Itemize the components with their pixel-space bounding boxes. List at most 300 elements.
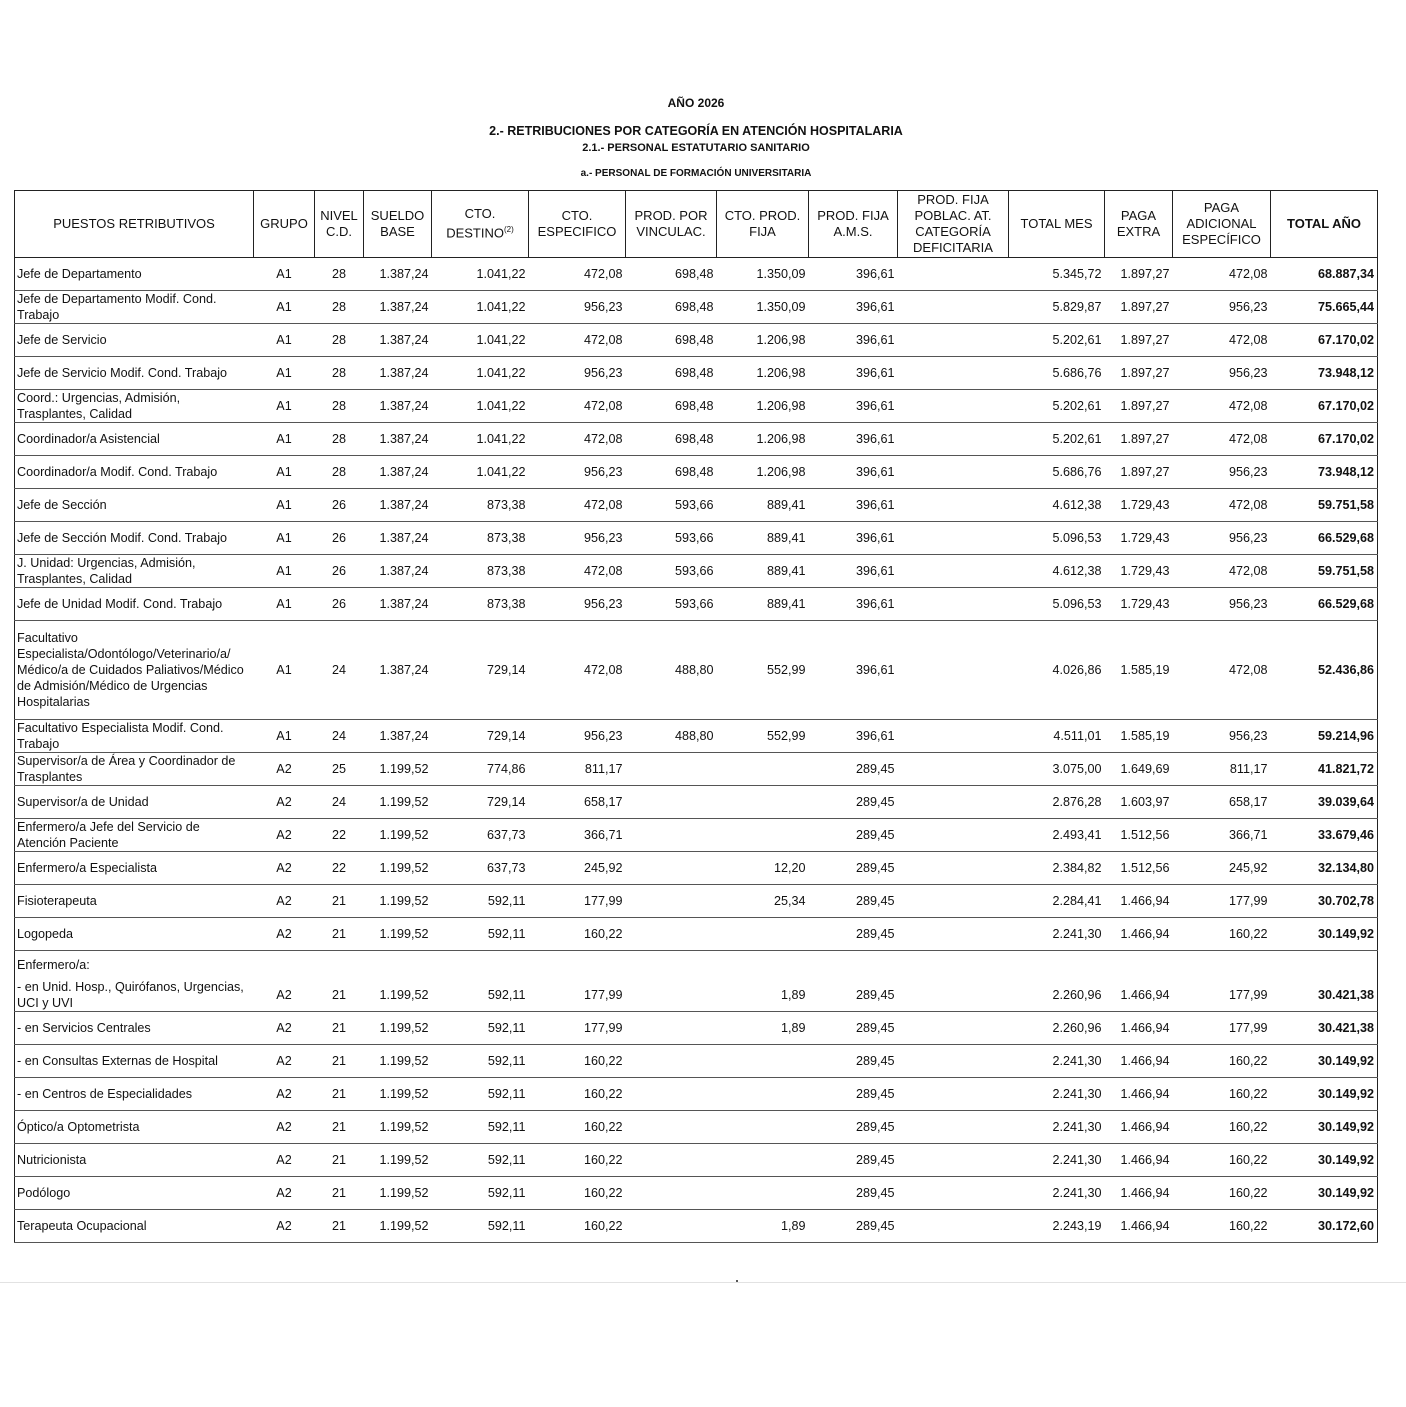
cell-poblac xyxy=(898,258,1009,291)
cell-grupo: A1 xyxy=(254,423,315,456)
cell-especifico: 472,08 xyxy=(529,555,626,588)
cell-prod-fija: 552,99 xyxy=(717,720,809,753)
cell-vinculac: 593,66 xyxy=(626,555,717,588)
cell-especifico: 245,92 xyxy=(529,852,626,885)
cell-paga-extra: 1.729,43 xyxy=(1105,489,1173,522)
cell-ams: 289,45 xyxy=(809,979,898,1012)
cell-paga-extra: 1.466,94 xyxy=(1105,885,1173,918)
cell-name: Nutricionista xyxy=(15,1144,254,1177)
cell-vinculac: 698,48 xyxy=(626,390,717,423)
cell-grupo: A2 xyxy=(254,852,315,885)
cell-poblac xyxy=(898,291,1009,324)
cell-total-mes: 5.202,61 xyxy=(1009,390,1105,423)
cell-nivel: 28 xyxy=(315,324,364,357)
cell-especifico: 160,22 xyxy=(529,918,626,951)
cell-total-mes: 5.096,53 xyxy=(1009,588,1105,621)
cell-destino: 873,38 xyxy=(432,555,529,588)
table-row xyxy=(15,555,1378,588)
cell-sueldo: 1.387,24 xyxy=(364,621,432,720)
cell-grupo: A2 xyxy=(254,1144,315,1177)
cell-sueldo: 1.199,52 xyxy=(364,753,432,786)
cell-sueldo: 1.199,52 xyxy=(364,1144,432,1177)
cell-sueldo: 1.199,52 xyxy=(364,1045,432,1078)
col-header-puestos: PUESTOS RETRIBUTIVOS xyxy=(15,191,254,258)
cell-destino: 592,11 xyxy=(432,1012,529,1045)
cell-poblac xyxy=(898,456,1009,489)
cell-paga-extra: 1.897,27 xyxy=(1105,456,1173,489)
cell-sueldo: 1.199,52 xyxy=(364,979,432,1012)
cell-total-mes: 2.241,30 xyxy=(1009,918,1105,951)
table-row xyxy=(15,1111,1378,1144)
cell-total-mes: 4.612,38 xyxy=(1009,555,1105,588)
cell-sueldo: 1.199,52 xyxy=(364,918,432,951)
cell-ams: 396,61 xyxy=(809,291,898,324)
cell-ams: 289,45 xyxy=(809,1012,898,1045)
cell-total-anio: 30.149,92 xyxy=(1271,1144,1378,1177)
cell-nivel: 21 xyxy=(315,979,364,1012)
cell-grupo: A2 xyxy=(254,819,315,852)
cell-nivel: 28 xyxy=(315,291,364,324)
col-header-destino-label: CTO. DESTINO xyxy=(446,206,504,241)
cell-sueldo: 1.387,24 xyxy=(364,291,432,324)
cell-total-anio: 67.170,02 xyxy=(1271,324,1378,357)
cell-poblac xyxy=(898,1177,1009,1210)
cell-paga-extra: 1.466,94 xyxy=(1105,1210,1173,1243)
cell-total-anio: 33.679,46 xyxy=(1271,819,1378,852)
cell-grupo: A1 xyxy=(254,390,315,423)
cell-prod-fija: 1.350,09 xyxy=(717,258,809,291)
cell-total-mes: 2.493,41 xyxy=(1009,819,1105,852)
cell-paga-adicional: 160,22 xyxy=(1173,918,1271,951)
cell-sueldo: 1.387,24 xyxy=(364,324,432,357)
table-row xyxy=(15,1012,1378,1045)
cell-nivel: 28 xyxy=(315,423,364,456)
cell-ams: 289,45 xyxy=(809,852,898,885)
cell-nivel: 26 xyxy=(315,555,364,588)
cell-paga-extra: 1.729,43 xyxy=(1105,522,1173,555)
cell-paga-adicional: 160,22 xyxy=(1173,1045,1271,1078)
table-row xyxy=(15,1210,1378,1243)
col-header-ams: PROD. FIJA A.M.S. xyxy=(809,191,898,258)
cell-poblac xyxy=(898,489,1009,522)
cell-poblac xyxy=(898,885,1009,918)
col-header-vinculac: PROD. POR VINCULAC. xyxy=(626,191,717,258)
cell-total-anio: 30.702,78 xyxy=(1271,885,1378,918)
cell-nivel: 26 xyxy=(315,588,364,621)
cell-ams: 396,61 xyxy=(809,720,898,753)
cell-sueldo: 1.199,52 xyxy=(364,1177,432,1210)
cell-especifico: 472,08 xyxy=(529,621,626,720)
cell-name: Supervisor/a de Área y Coordinador de Trasplantes xyxy=(15,753,254,786)
cell-prod-fija xyxy=(717,1078,809,1111)
cell-total-mes: 2.241,30 xyxy=(1009,1177,1105,1210)
cell-paga-adicional: 472,08 xyxy=(1173,390,1271,423)
cell-sueldo: 1.199,52 xyxy=(364,1012,432,1045)
cell-destino: 1.041,22 xyxy=(432,456,529,489)
cell-poblac xyxy=(898,786,1009,819)
cell-paga-adicional: 366,71 xyxy=(1173,819,1271,852)
cell-total-mes: 2.241,30 xyxy=(1009,1045,1105,1078)
cell-poblac xyxy=(898,852,1009,885)
col-header-especifico: CTO. ESPECIFICO xyxy=(529,191,626,258)
cell-vinculac xyxy=(626,1144,717,1177)
cell-name: - en Consultas Externas de Hospital xyxy=(15,1045,254,1078)
cell-grupo: A2 xyxy=(254,1012,315,1045)
col-header-paga-adicional: PAGA ADICIONAL ESPECÍFICO xyxy=(1173,191,1271,258)
col-header-sueldo: SUELDO BASE xyxy=(364,191,432,258)
cell-paga-adicional: 472,08 xyxy=(1173,621,1271,720)
cell-vinculac: 698,48 xyxy=(626,423,717,456)
cell-total-mes: 2.241,30 xyxy=(1009,1144,1105,1177)
cell-grupo: A2 xyxy=(254,1177,315,1210)
cell-ams: 289,45 xyxy=(809,885,898,918)
cell-total-mes: 2.241,30 xyxy=(1009,1111,1105,1144)
cell-prod-fija: 1.350,09 xyxy=(717,291,809,324)
cell-sueldo: 1.199,52 xyxy=(364,1111,432,1144)
table-row xyxy=(15,1045,1378,1078)
cell-prod-fija xyxy=(717,753,809,786)
cell-poblac xyxy=(898,1111,1009,1144)
cell-total-anio: 67.170,02 xyxy=(1271,423,1378,456)
header-row xyxy=(15,191,1378,258)
cell-paga-adicional: 956,23 xyxy=(1173,291,1271,324)
cell-especifico: 956,23 xyxy=(529,522,626,555)
cell-especifico: 177,99 xyxy=(529,979,626,1012)
cell-vinculac: 698,48 xyxy=(626,456,717,489)
cell-paga-extra: 1.603,97 xyxy=(1105,786,1173,819)
cell-ams: 289,45 xyxy=(809,1210,898,1243)
cell-name: Jefe de Servicio xyxy=(15,324,254,357)
cell-ams: 396,61 xyxy=(809,588,898,621)
cell-total-anio: 52.436,86 xyxy=(1271,621,1378,720)
cell-paga-adicional: 177,99 xyxy=(1173,885,1271,918)
cell-destino: 592,11 xyxy=(432,1177,529,1210)
cell-prod-fija: 1,89 xyxy=(717,1012,809,1045)
cell-vinculac: 698,48 xyxy=(626,324,717,357)
cell-sueldo: 1.199,52 xyxy=(364,852,432,885)
col-header-prod-fija: CTO. PROD. FIJA xyxy=(717,191,809,258)
cell-poblac xyxy=(898,1210,1009,1243)
cell-destino: 729,14 xyxy=(432,720,529,753)
cell-nivel: 21 xyxy=(315,1045,364,1078)
cell-name: Terapeuta Ocupacional xyxy=(15,1210,254,1243)
cell-ams: 289,45 xyxy=(809,1045,898,1078)
cell-total-mes: 5.686,76 xyxy=(1009,357,1105,390)
cell-paga-adicional: 811,17 xyxy=(1173,753,1271,786)
cell-vinculac xyxy=(626,979,717,1012)
cell-grupo: A1 xyxy=(254,621,315,720)
cell-total-mes: 5.829,87 xyxy=(1009,291,1105,324)
cell-prod-fija xyxy=(717,1111,809,1144)
cell-poblac xyxy=(898,357,1009,390)
cell-paga-extra: 1.585,19 xyxy=(1105,621,1173,720)
cell-paga-extra: 1.466,94 xyxy=(1105,1144,1173,1177)
cell-total-anio: 59.751,58 xyxy=(1271,489,1378,522)
cell-total-anio: 66.529,68 xyxy=(1271,522,1378,555)
cell-total-anio: 59.214,96 xyxy=(1271,720,1378,753)
cell-poblac xyxy=(898,1144,1009,1177)
col-header-grupo: GRUPO xyxy=(254,191,315,258)
cell-paga-extra: 1.466,94 xyxy=(1105,1177,1173,1210)
cell-nivel: 21 xyxy=(315,918,364,951)
table-row xyxy=(15,291,1378,324)
cell-vinculac xyxy=(626,1111,717,1144)
cell-prod-fija: 552,99 xyxy=(717,621,809,720)
cell-paga-extra: 1.512,56 xyxy=(1105,819,1173,852)
cell-paga-adicional: 956,23 xyxy=(1173,588,1271,621)
cell-name: Óptico/a Optometrista xyxy=(15,1111,254,1144)
cell-prod-fija: 889,41 xyxy=(717,588,809,621)
cell-grupo: A2 xyxy=(254,979,315,1012)
cell-paga-extra: 1.897,27 xyxy=(1105,390,1173,423)
cell-grupo: A1 xyxy=(254,588,315,621)
cell-paga-extra: 1.649,69 xyxy=(1105,753,1173,786)
cell-paga-extra: 1.897,27 xyxy=(1105,423,1173,456)
cell-destino: 729,14 xyxy=(432,786,529,819)
table-row xyxy=(15,456,1378,489)
cell-destino: 592,11 xyxy=(432,1144,529,1177)
document-year: AÑO 2026 xyxy=(667,96,725,110)
cell-grupo: A1 xyxy=(254,522,315,555)
cell-paga-extra: 1.466,94 xyxy=(1105,1111,1173,1144)
cell-total-mes: 5.345,72 xyxy=(1009,258,1105,291)
table-row xyxy=(15,357,1378,390)
cell-vinculac: 488,80 xyxy=(626,621,717,720)
cell-sueldo: 1.199,52 xyxy=(364,786,432,819)
cell-prod-fija: 889,41 xyxy=(717,555,809,588)
cell-destino: 592,11 xyxy=(432,1111,529,1144)
cell-sueldo: 1.387,24 xyxy=(364,390,432,423)
cell-grupo: A1 xyxy=(254,720,315,753)
cell-vinculac xyxy=(626,753,717,786)
cell-destino: 1.041,22 xyxy=(432,423,529,456)
cell-prod-fija: 1,89 xyxy=(717,1210,809,1243)
cell-total-anio: 39.039,64 xyxy=(1271,786,1378,819)
cell-ams: 396,61 xyxy=(809,522,898,555)
cell-sueldo: 1.387,24 xyxy=(364,588,432,621)
cell-nivel: 26 xyxy=(315,489,364,522)
cell-poblac xyxy=(898,1045,1009,1078)
cell-especifico: 160,22 xyxy=(529,1045,626,1078)
cell-sueldo: 1.387,24 xyxy=(364,522,432,555)
cell-destino: 1.041,22 xyxy=(432,324,529,357)
cell-paga-extra: 1.897,27 xyxy=(1105,258,1173,291)
cell-name: Facultativo Especialista Modif. Cond. Trabajo xyxy=(15,720,254,753)
cell-nivel: 25 xyxy=(315,753,364,786)
cell-total-anio: 30.149,92 xyxy=(1271,918,1378,951)
cell-ams: 289,45 xyxy=(809,1078,898,1111)
cell-grupo: A2 xyxy=(254,1111,315,1144)
cell-paga-adicional: 472,08 xyxy=(1173,489,1271,522)
cell-name: Enfermero/a Jefe del Servicio de Atención Paciente xyxy=(15,819,254,852)
cell-paga-adicional: 160,22 xyxy=(1173,1177,1271,1210)
cell-paga-extra: 1.466,94 xyxy=(1105,918,1173,951)
cell-especifico: 658,17 xyxy=(529,786,626,819)
cell-paga-extra: 1.466,94 xyxy=(1105,979,1173,1012)
cell-name: Podólogo xyxy=(15,1177,254,1210)
cell-sueldo: 1.199,52 xyxy=(364,1078,432,1111)
cell-vinculac: 593,66 xyxy=(626,522,717,555)
cell-name: Fisioterapeuta xyxy=(15,885,254,918)
cell-total-anio: 73.948,12 xyxy=(1271,357,1378,390)
cell-prod-fija xyxy=(717,1045,809,1078)
cell-nivel: 24 xyxy=(315,786,364,819)
cell-destino: 873,38 xyxy=(432,489,529,522)
cell-vinculac xyxy=(626,1045,717,1078)
cell-prod-fija: 1.206,98 xyxy=(717,324,809,357)
table-row xyxy=(15,621,1378,720)
cell-nivel: 26 xyxy=(315,522,364,555)
cell-total-anio: 30.149,92 xyxy=(1271,1111,1378,1144)
table-row xyxy=(15,390,1378,423)
cell-total-anio: 30.149,92 xyxy=(1271,1078,1378,1111)
table-row xyxy=(15,324,1378,357)
cell-poblac xyxy=(898,1012,1009,1045)
cell-prod-fija xyxy=(717,1144,809,1177)
cell-destino: 729,14 xyxy=(432,621,529,720)
cell-nivel: 28 xyxy=(315,390,364,423)
cell-vinculac xyxy=(626,1012,717,1045)
table-row xyxy=(15,1177,1378,1210)
cell-prod-fija: 1.206,98 xyxy=(717,390,809,423)
cell-especifico: 160,22 xyxy=(529,1177,626,1210)
cell-total-mes: 5.202,61 xyxy=(1009,423,1105,456)
cell-sueldo: 1.387,24 xyxy=(364,357,432,390)
cell-paga-extra: 1.512,56 xyxy=(1105,852,1173,885)
cell-especifico: 177,99 xyxy=(529,885,626,918)
cell-poblac xyxy=(898,555,1009,588)
cell-paga-extra: 1.466,94 xyxy=(1105,1012,1173,1045)
cell-prod-fija xyxy=(717,1177,809,1210)
table-row xyxy=(15,753,1378,786)
table-row xyxy=(15,489,1378,522)
cell-total-mes: 5.686,76 xyxy=(1009,456,1105,489)
cell-destino: 774,86 xyxy=(432,753,529,786)
table-row xyxy=(15,979,1378,1012)
cell-prod-fija: 25,34 xyxy=(717,885,809,918)
cell-especifico: 472,08 xyxy=(529,423,626,456)
cell-paga-adicional: 160,22 xyxy=(1173,1111,1271,1144)
cell-paga-extra: 1.897,27 xyxy=(1105,324,1173,357)
cell-vinculac xyxy=(626,786,717,819)
cell-destino: 592,11 xyxy=(432,885,529,918)
cell-especifico: 956,23 xyxy=(529,357,626,390)
cell-vinculac: 698,48 xyxy=(626,258,717,291)
table-row xyxy=(15,852,1378,885)
cell-paga-extra: 1.585,19 xyxy=(1105,720,1173,753)
cell-name: Enfermero/a Especialista xyxy=(15,852,254,885)
cell-ams: 396,61 xyxy=(809,489,898,522)
table-row xyxy=(15,918,1378,951)
cell-grupo: A1 xyxy=(254,489,315,522)
document-subtitle: 2.1.- PERSONAL ESTATUTARIO SANITARIO xyxy=(582,142,810,154)
cell-name: Facultativo Especialista/Odontólogo/Veterinario/a/ Médico/a de Cuidados Paliativos/Médico de Admisión/Médico de Urgencias Hospitalarias xyxy=(15,621,254,720)
cell-prod-fija xyxy=(717,786,809,819)
cell-destino: 1.041,22 xyxy=(432,291,529,324)
cell-sueldo: 1.199,52 xyxy=(364,1210,432,1243)
cell-paga-adicional: 160,22 xyxy=(1173,1078,1271,1111)
cell-sueldo: 1.387,24 xyxy=(364,489,432,522)
cell-name: Jefe de Sección Modif. Cond. Trabajo xyxy=(15,522,254,555)
cell-paga-adicional: 658,17 xyxy=(1173,786,1271,819)
cell-prod-fija: 1.206,98 xyxy=(717,456,809,489)
cell-paga-extra: 1.729,43 xyxy=(1105,555,1173,588)
cell-destino: 873,38 xyxy=(432,588,529,621)
table-row xyxy=(15,1078,1378,1111)
table-row xyxy=(15,423,1378,456)
cell-poblac xyxy=(898,720,1009,753)
col-header-destino xyxy=(432,191,529,258)
cell-paga-extra: 1.897,27 xyxy=(1105,291,1173,324)
col-header-nivel: NIVEL C.D. xyxy=(315,191,364,258)
cell-paga-adicional: 245,92 xyxy=(1173,852,1271,885)
cell-nivel: 24 xyxy=(315,720,364,753)
cell-total-anio: 41.821,72 xyxy=(1271,753,1378,786)
cell-name: J. Unidad: Urgencias, Admisión, Trasplantes, Calidad xyxy=(15,555,254,588)
cell-ams: 396,61 xyxy=(809,423,898,456)
cell-paga-adicional: 177,99 xyxy=(1173,1012,1271,1045)
cell-name: Jefe de Servicio Modif. Cond. Trabajo xyxy=(15,357,254,390)
footnote-marker: (2) xyxy=(504,225,514,235)
cell-prod-fija xyxy=(717,819,809,852)
cell-poblac xyxy=(898,918,1009,951)
cell-nivel: 21 xyxy=(315,1078,364,1111)
cell-paga-adicional: 472,08 xyxy=(1173,258,1271,291)
cell-vinculac: 593,66 xyxy=(626,588,717,621)
cell-ams: 289,45 xyxy=(809,786,898,819)
cell-vinculac xyxy=(626,918,717,951)
cell-total-mes: 2.260,96 xyxy=(1009,979,1105,1012)
cell-total-mes: 3.075,00 xyxy=(1009,753,1105,786)
cell-nivel: 28 xyxy=(315,258,364,291)
cell-name: Supervisor/a de Unidad xyxy=(15,786,254,819)
cell-prod-fija: 889,41 xyxy=(717,489,809,522)
cell-total-anio: 30.149,92 xyxy=(1271,1177,1378,1210)
cell-total-mes: 5.096,53 xyxy=(1009,522,1105,555)
cell-total-mes: 2.876,28 xyxy=(1009,786,1105,819)
cell-name: Jefe de Departamento Modif. Cond. Trabajo xyxy=(15,291,254,324)
cell-grupo: A1 xyxy=(254,456,315,489)
cell-total-anio: 30.149,92 xyxy=(1271,1045,1378,1078)
cell-paga-adicional: 472,08 xyxy=(1173,423,1271,456)
cell-nivel: 21 xyxy=(315,1012,364,1045)
col-header-total-anio: TOTAL AÑO xyxy=(1271,191,1378,258)
cell-destino: 592,11 xyxy=(432,1045,529,1078)
cell-total-mes: 4.612,38 xyxy=(1009,489,1105,522)
cell-name: - en Servicios Centrales xyxy=(15,1012,254,1045)
cell-name: Jefe de Sección xyxy=(15,489,254,522)
cell-destino: 592,11 xyxy=(432,1210,529,1243)
cell-especifico: 472,08 xyxy=(529,390,626,423)
table-row xyxy=(15,885,1378,918)
cell-vinculac xyxy=(626,1177,717,1210)
cell-grupo: A2 xyxy=(254,1078,315,1111)
table-row xyxy=(15,522,1378,555)
cell-ams: 289,45 xyxy=(809,1177,898,1210)
cell-paga-adicional: 472,08 xyxy=(1173,324,1271,357)
cell-vinculac: 593,66 xyxy=(626,489,717,522)
cell-total-anio: 73.948,12 xyxy=(1271,456,1378,489)
cell-especifico: 160,22 xyxy=(529,1144,626,1177)
cell-nivel: 21 xyxy=(315,885,364,918)
cell-especifico: 160,22 xyxy=(529,1078,626,1111)
cell-total-anio: 68.887,34 xyxy=(1271,258,1378,291)
cell-name: - en Centros de Especialidades xyxy=(15,1078,254,1111)
cell-especifico: 177,99 xyxy=(529,1012,626,1045)
cell-especifico: 366,71 xyxy=(529,819,626,852)
cell-total-anio: 30.421,38 xyxy=(1271,979,1378,1012)
cell-destino: 1.041,22 xyxy=(432,258,529,291)
